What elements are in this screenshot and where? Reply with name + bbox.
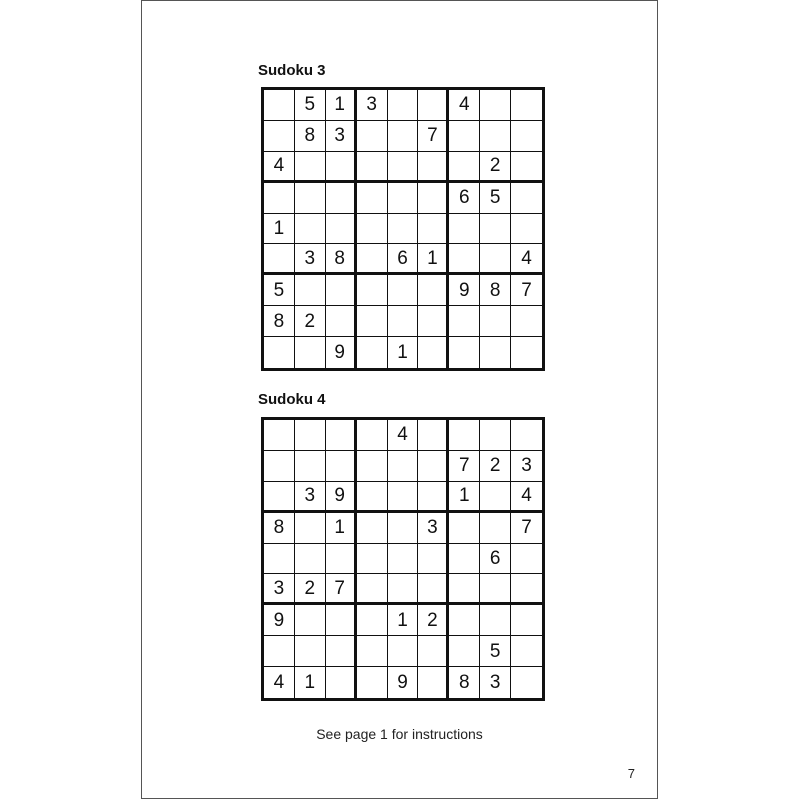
sudoku-cell[interactable]	[357, 183, 388, 214]
sudoku-cell[interactable]	[418, 451, 449, 482]
sudoku-cell[interactable]	[326, 306, 357, 337]
sudoku-cell[interactable]	[449, 306, 480, 337]
sudoku-cell[interactable]: 7	[511, 513, 542, 544]
sudoku-cell[interactable]: 1	[264, 214, 295, 245]
sudoku-cell[interactable]: 7	[511, 275, 542, 306]
sudoku-cell[interactable]: 3	[418, 513, 449, 544]
sudoku-cell[interactable]	[449, 121, 480, 152]
sudoku-cell[interactable]	[511, 121, 542, 152]
sudoku-cell[interactable]: 2	[295, 574, 326, 605]
sudoku-cell[interactable]	[326, 544, 357, 575]
sudoku-cell[interactable]	[449, 152, 480, 183]
sudoku-cell[interactable]	[511, 306, 542, 337]
sudoku-cell[interactable]	[295, 605, 326, 636]
sudoku-cell[interactable]: 6	[449, 183, 480, 214]
sudoku-cell[interactable]	[511, 420, 542, 451]
sudoku-cell[interactable]	[264, 544, 295, 575]
sudoku-cell[interactable]	[511, 605, 542, 636]
sudoku-cell[interactable]	[449, 544, 480, 575]
sudoku-cell[interactable]	[326, 420, 357, 451]
sudoku-cell[interactable]	[449, 513, 480, 544]
sudoku-cell[interactable]	[511, 544, 542, 575]
sudoku-cell[interactable]	[449, 636, 480, 667]
sudoku-cell[interactable]: 8	[264, 513, 295, 544]
sudoku-cell[interactable]	[480, 121, 511, 152]
sudoku-cell[interactable]	[326, 275, 357, 306]
sudoku-cell[interactable]	[418, 306, 449, 337]
sudoku-cell[interactable]	[264, 420, 295, 451]
sudoku-cell[interactable]	[264, 244, 295, 275]
sudoku-cell[interactable]	[264, 121, 295, 152]
sudoku-cell[interactable]: 3	[511, 451, 542, 482]
sudoku-cell[interactable]	[326, 183, 357, 214]
sudoku-cell[interactable]	[449, 214, 480, 245]
sudoku-cell[interactable]: 3	[480, 667, 511, 698]
sudoku-cell[interactable]	[480, 244, 511, 275]
sudoku-cell[interactable]	[418, 214, 449, 245]
sudoku-cell[interactable]: 5	[264, 275, 295, 306]
sudoku-cell[interactable]: 1	[326, 90, 357, 121]
sudoku-cell[interactable]: 1	[418, 244, 449, 275]
sudoku-cell[interactable]	[326, 667, 357, 698]
sudoku-cell[interactable]	[388, 574, 419, 605]
sudoku-cell[interactable]: 3	[326, 121, 357, 152]
sudoku-cell[interactable]	[357, 544, 388, 575]
sudoku-cell[interactable]	[326, 152, 357, 183]
sudoku-cell[interactable]	[357, 420, 388, 451]
sudoku-cell[interactable]	[357, 244, 388, 275]
sudoku-cell[interactable]: 1	[295, 667, 326, 698]
sudoku-cell[interactable]	[264, 636, 295, 667]
sudoku-cell[interactable]	[511, 152, 542, 183]
puzzle-title-1: Sudoku 3	[258, 62, 326, 79]
sudoku-cell[interactable]	[511, 636, 542, 667]
sudoku-cell[interactable]	[480, 482, 511, 513]
sudoku-cell[interactable]	[357, 451, 388, 482]
sudoku-cell[interactable]: 1	[449, 482, 480, 513]
sudoku-cell[interactable]	[418, 337, 449, 368]
sudoku-cell[interactable]	[511, 337, 542, 368]
sudoku-cell[interactable]	[418, 152, 449, 183]
sudoku-cell[interactable]: 3	[295, 482, 326, 513]
sudoku-cell[interactable]: 7	[418, 121, 449, 152]
sudoku-cell[interactable]	[357, 152, 388, 183]
sudoku-cell[interactable]: 4	[264, 667, 295, 698]
sudoku-cell[interactable]	[388, 152, 419, 183]
sudoku-cell[interactable]	[511, 214, 542, 245]
sudoku-cell[interactable]	[480, 420, 511, 451]
sudoku-cell[interactable]	[480, 306, 511, 337]
sudoku-cell[interactable]: 3	[295, 244, 326, 275]
sudoku-cell[interactable]	[357, 605, 388, 636]
sudoku-cell[interactable]: 8	[326, 244, 357, 275]
sudoku-cell[interactable]	[295, 152, 326, 183]
sudoku-cell[interactable]	[511, 667, 542, 698]
sudoku-cell[interactable]	[418, 482, 449, 513]
sudoku-grid-2	[261, 417, 545, 701]
sudoku-cell[interactable]	[264, 482, 295, 513]
sudoku-cell[interactable]: 8	[480, 275, 511, 306]
sudoku-cell[interactable]	[418, 636, 449, 667]
sudoku-cell[interactable]: 8	[449, 667, 480, 698]
sudoku-cell[interactable]	[357, 482, 388, 513]
instructions-note: See page 1 for instructions	[316, 726, 483, 742]
sudoku-cell[interactable]: 1	[388, 605, 419, 636]
sudoku-cell[interactable]	[418, 574, 449, 605]
sudoku-cell[interactable]	[388, 544, 419, 575]
sudoku-cell[interactable]	[357, 574, 388, 605]
sudoku-cell[interactable]	[511, 90, 542, 121]
sudoku-cell[interactable]: 5	[480, 636, 511, 667]
sudoku-cell[interactable]	[295, 544, 326, 575]
sudoku-cell[interactable]: 3	[264, 574, 295, 605]
sudoku-cell[interactable]	[357, 306, 388, 337]
sudoku-cell[interactable]	[357, 636, 388, 667]
sudoku-grid-1	[261, 87, 545, 371]
sudoku-cell[interactable]: 3	[357, 90, 388, 121]
sudoku-cell[interactable]	[480, 90, 511, 121]
sudoku-cell[interactable]	[264, 337, 295, 368]
sudoku-cell[interactable]	[418, 544, 449, 575]
sudoku-cell[interactable]	[295, 513, 326, 544]
sudoku-cell[interactable]	[511, 574, 542, 605]
sudoku-cell[interactable]	[388, 275, 419, 306]
book-page	[141, 0, 658, 799]
sudoku-cell[interactable]	[326, 214, 357, 245]
sudoku-cell[interactable]: 5	[480, 183, 511, 214]
sudoku-cell[interactable]	[326, 451, 357, 482]
sudoku-cell[interactable]	[480, 513, 511, 544]
sudoku-cell[interactable]: 9	[326, 482, 357, 513]
sudoku-cell[interactable]	[418, 420, 449, 451]
sudoku-cell[interactable]	[326, 605, 357, 636]
sudoku-cell[interactable]: 1	[388, 337, 419, 368]
sudoku-cell[interactable]: 8	[264, 306, 295, 337]
sudoku-cell[interactable]	[388, 121, 419, 152]
sudoku-cell[interactable]	[357, 667, 388, 698]
sudoku-cell[interactable]: 8	[295, 121, 326, 152]
sudoku-cell[interactable]: 1	[326, 513, 357, 544]
sudoku-cell[interactable]: 9	[449, 275, 480, 306]
sudoku-cell[interactable]: 2	[418, 605, 449, 636]
sudoku-cell[interactable]	[295, 337, 326, 368]
sudoku-cell[interactable]	[357, 275, 388, 306]
sudoku-cell[interactable]: 6	[480, 544, 511, 575]
sudoku-cell[interactable]: 4	[449, 90, 480, 121]
sudoku-cell[interactable]	[388, 513, 419, 544]
sudoku-cell[interactable]: 7	[449, 451, 480, 482]
sudoku-cell[interactable]	[326, 636, 357, 667]
sudoku-cell[interactable]	[388, 482, 419, 513]
sudoku-cell[interactable]	[264, 90, 295, 121]
sudoku-cell[interactable]: 4	[511, 482, 542, 513]
sudoku-cell[interactable]: 4	[264, 152, 295, 183]
sudoku-cell[interactable]	[264, 183, 295, 214]
sudoku-cell[interactable]	[264, 451, 295, 482]
sudoku-cell[interactable]	[449, 605, 480, 636]
sudoku-cell[interactable]	[449, 420, 480, 451]
sudoku-cell[interactable]: 6	[388, 244, 419, 275]
sudoku-cell[interactable]	[388, 636, 419, 667]
sudoku-cell[interactable]	[480, 214, 511, 245]
sudoku-cell[interactable]	[449, 337, 480, 368]
sudoku-cell[interactable]	[388, 183, 419, 214]
sudoku-cell[interactable]	[388, 90, 419, 121]
sudoku-cell[interactable]	[480, 574, 511, 605]
sudoku-cell[interactable]	[357, 214, 388, 245]
sudoku-cell[interactable]	[295, 636, 326, 667]
sudoku-cell[interactable]	[418, 183, 449, 214]
sudoku-cell[interactable]: 9	[264, 605, 295, 636]
sudoku-cell[interactable]	[511, 183, 542, 214]
sudoku-cell[interactable]: 4	[388, 420, 419, 451]
sudoku-cell[interactable]	[388, 214, 419, 245]
sudoku-cell[interactable]	[388, 451, 419, 482]
sudoku-cell[interactable]: 7	[326, 574, 357, 605]
sudoku-cell[interactable]: 2	[480, 152, 511, 183]
sudoku-cell[interactable]: 2	[480, 451, 511, 482]
sudoku-cell[interactable]	[357, 337, 388, 368]
sudoku-cell[interactable]	[418, 90, 449, 121]
sudoku-cell[interactable]	[295, 183, 326, 214]
sudoku-cell[interactable]	[388, 306, 419, 337]
puzzle-title-2: Sudoku 4	[258, 391, 326, 408]
sudoku-cell[interactable]: 2	[295, 306, 326, 337]
sudoku-cell[interactable]	[295, 451, 326, 482]
sudoku-cell[interactable]	[357, 513, 388, 544]
sudoku-cell[interactable]	[295, 275, 326, 306]
sudoku-cell[interactable]	[295, 214, 326, 245]
page-number: 7	[627, 766, 635, 781]
sudoku-cell[interactable]	[449, 574, 480, 605]
sudoku-cell[interactable]	[295, 420, 326, 451]
sudoku-cell[interactable]	[449, 244, 480, 275]
sudoku-cell[interactable]	[418, 667, 449, 698]
sudoku-cell[interactable]	[357, 121, 388, 152]
sudoku-cell[interactable]: 9	[388, 667, 419, 698]
sudoku-cell[interactable]: 9	[326, 337, 357, 368]
sudoku-cell[interactable]	[480, 337, 511, 368]
sudoku-cell[interactable]: 5	[295, 90, 326, 121]
sudoku-cell[interactable]	[418, 275, 449, 306]
sudoku-cell[interactable]: 4	[511, 244, 542, 275]
sudoku-cell[interactable]	[480, 605, 511, 636]
